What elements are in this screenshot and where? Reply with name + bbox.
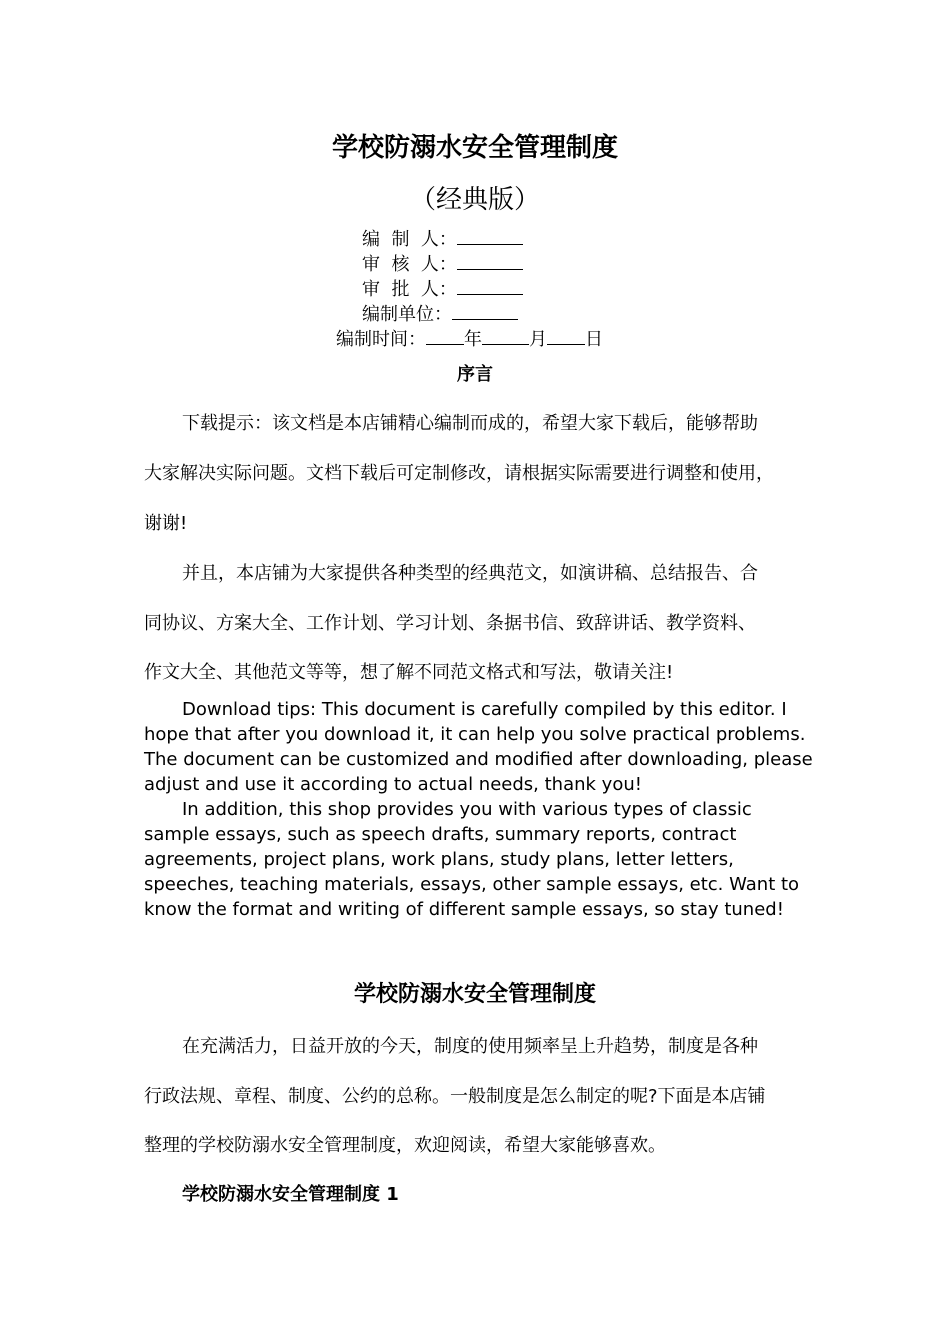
meta-day-char: 日 [585,329,603,350]
preface-cn-para2-line3: 作文大全、其他范文等等，想了解不同范文格式和写法，敬请关注! [144,662,674,683]
meta-approver-blank [457,276,523,295]
preface-cn-para1-line3: 谢谢! [144,513,188,534]
document-title: 学校防溺水安全管理制度 [331,133,618,163]
meta-month-char: 月 [529,329,547,350]
preface-en-para1: Download tips: This document is carefully compiled by this editor. I hope that after you download it, it can help you solve practical problems. The document can be customized and modified after downloading, please adjust and use it according to actual needs, thank you! [144,699,813,795]
preface-cn-para2-line1: 并且，本店铺为大家提供各种类型的经典范文，如演讲稿、总结报告、合 [182,563,758,584]
preface-heading: 序言 [457,364,493,385]
preface-cn-para1-line1: 下载提示：该文档是本店铺精心编制而成的，希望大家下载后，能够帮助 [182,413,758,434]
meta-day-blank [547,326,585,345]
meta-unit-blank [452,301,518,320]
meta-author-row [362,226,523,252]
meta-reviewer-label: 审 核 人： [362,254,457,275]
meta-time-label: 编制时间： [336,329,426,350]
preface-cn-para1-line2: 大家解决实际问题。文档下载后可定制修改，请根据实际需要进行调整和使用， [144,463,774,484]
section-intro-line3: 整理的学校防溺水安全管理制度，欢迎阅读，希望大家能够喜欢。 [144,1135,666,1156]
section-title: 学校防溺水安全管理制度 [353,982,596,1007]
meta-unit-row [362,301,518,327]
meta-year-char: 年 [464,329,482,350]
meta-year-blank [426,326,464,345]
meta-approver-row [362,276,523,302]
meta-month-blank [482,326,529,345]
preface-english-block [144,697,814,922]
document-subtitle: （经典版） [409,185,540,215]
section-intro-line1: 在充满活力，日益开放的今天，制度的使用频率呈上升趋势，制度是各种 [182,1036,758,1057]
preface-en-para2: In addition, this shop provides you with various types of classic sample essays, such as speech drafts, summary reports, contract agreements, project plans, work plans, study plans, letter letters, speeches, teaching materials, essays, other sample essays, etc. Want to know the format and writing of different sample essays, so stay tuned! [144,799,800,920]
meta-time-row [336,326,603,352]
meta-author-label: 编 制 人： [362,229,457,250]
preface-cn-para2-line2: 同协议、方案大全、工作计划、学习计划、条据书信、致辞讲话、教学资料、 [144,613,756,634]
meta-unit-label: 编制单位： [362,304,452,325]
meta-reviewer-blank [457,251,523,270]
meta-author-blank [457,226,523,245]
section-subheading: 学校防溺水安全管理制度 1 [182,1184,399,1205]
section-intro-line2: 行政法规、章程、制度、公约的总称。一般制度是怎么制定的呢?下面是本店铺 [144,1086,766,1107]
meta-approver-label: 审 批 人： [362,279,457,300]
meta-reviewer-row [362,251,523,277]
